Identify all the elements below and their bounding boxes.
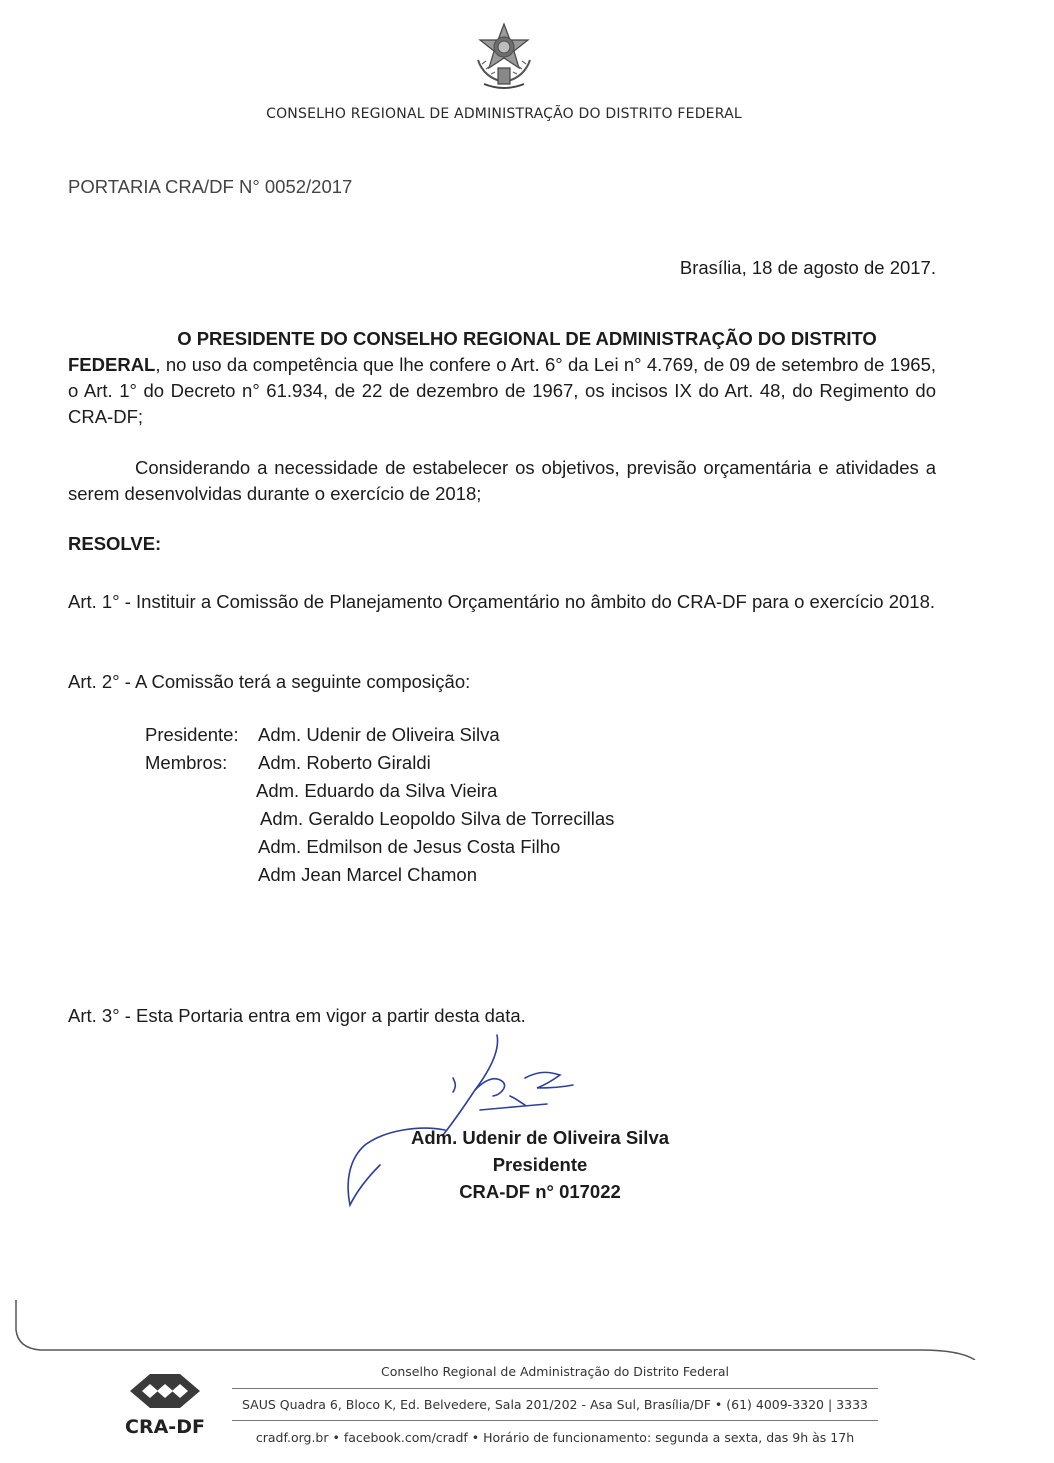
member-item: Adm. Edmilson de Jesus Costa Filho bbox=[258, 836, 561, 857]
footer-contact: cradf.org.br • facebook.com/cradf • Horário de funcionamento: segunda a sexta, das 9h às 17h bbox=[255, 1430, 855, 1445]
document-date: Brasília, 18 de agosto de 2017. bbox=[679, 257, 936, 278]
cra-df-logo-text: CRA-DF bbox=[125, 1416, 205, 1438]
article-2: Art. 2° - A Comissão terá a seguinte composição: bbox=[68, 671, 471, 692]
signatory-block bbox=[340, 1124, 740, 1205]
member-item: Adm Jean Marcel Chamon bbox=[258, 864, 478, 885]
preamble-text: , no uso da competência que lhe confere o Art. 6° da Lei n° 4.769, de 09 de setembro de 1965, o Art. 1° do Decreto n° 61.934, de 22 de dezembro de 1967, os incisos IX do Art. 48, do Regimento do CRA-DF; bbox=[68, 354, 936, 427]
page-border-curve bbox=[0, 1300, 1054, 1360]
member-item: Adm. Roberto Giraldi bbox=[258, 752, 431, 773]
preamble-heading: O PRESIDENTE DO CONSELHO REGIONAL DE ADMINISTRAÇÃO DO DISTRITO bbox=[177, 328, 877, 349]
cra-df-logo-icon bbox=[120, 1372, 210, 1410]
considerando-paragraph: Considerando a necessidade de estabelecer os objetivos, previsão orçamentária e atividades a serem desenvolvidas durante o exercício de 2018; bbox=[68, 457, 936, 504]
preamble-paragraph bbox=[68, 326, 936, 430]
footer-org-name: Conselho Regional de Administração do Distrito Federal bbox=[381, 1364, 729, 1379]
resolve-heading: RESOLVE: bbox=[68, 533, 162, 554]
signatory-registration: CRA-DF n° 017022 bbox=[459, 1181, 621, 1202]
preamble-heading-continued: FEDERAL bbox=[68, 354, 156, 375]
footer-divider bbox=[232, 1420, 878, 1421]
footer-divider bbox=[232, 1388, 878, 1389]
signatory-name: Adm. Udenir de Oliveira Silva bbox=[410, 1127, 670, 1148]
article-1: Art. 1° - Instituir a Comissão de Planejamento Orçamentário no âmbito do CRA-DF para o exercício 2018. bbox=[68, 591, 936, 612]
president-label: Presidente: bbox=[145, 724, 239, 745]
president-name: Adm. Udenir de Oliveira Silva bbox=[258, 724, 500, 745]
footer-address: SAUS Quadra 6, Bloco K, Ed. Belvedere, Sala 201/202 - Asa Sul, Brasília/DF • (61) 4009-3320 | 3333 bbox=[242, 1397, 868, 1412]
member-item: Adm. Geraldo Leopoldo Silva de Torrecillas bbox=[260, 808, 615, 829]
member-item: Adm. Eduardo da Silva Vieira bbox=[256, 780, 498, 801]
brazil-coat-of-arms-icon bbox=[470, 20, 538, 92]
members-label: Membros: bbox=[145, 752, 228, 773]
header-title: CONSELHO REGIONAL DE ADMINISTRAÇÃO DO DISTRITO FEDERAL bbox=[266, 106, 742, 122]
signatory-role: Presidente bbox=[492, 1154, 588, 1175]
portaria-number: PORTARIA CRA/DF N° 0052/2017 bbox=[68, 176, 353, 197]
article-3: Art. 3° - Esta Portaria entra em vigor a partir desta data. bbox=[68, 1005, 526, 1026]
